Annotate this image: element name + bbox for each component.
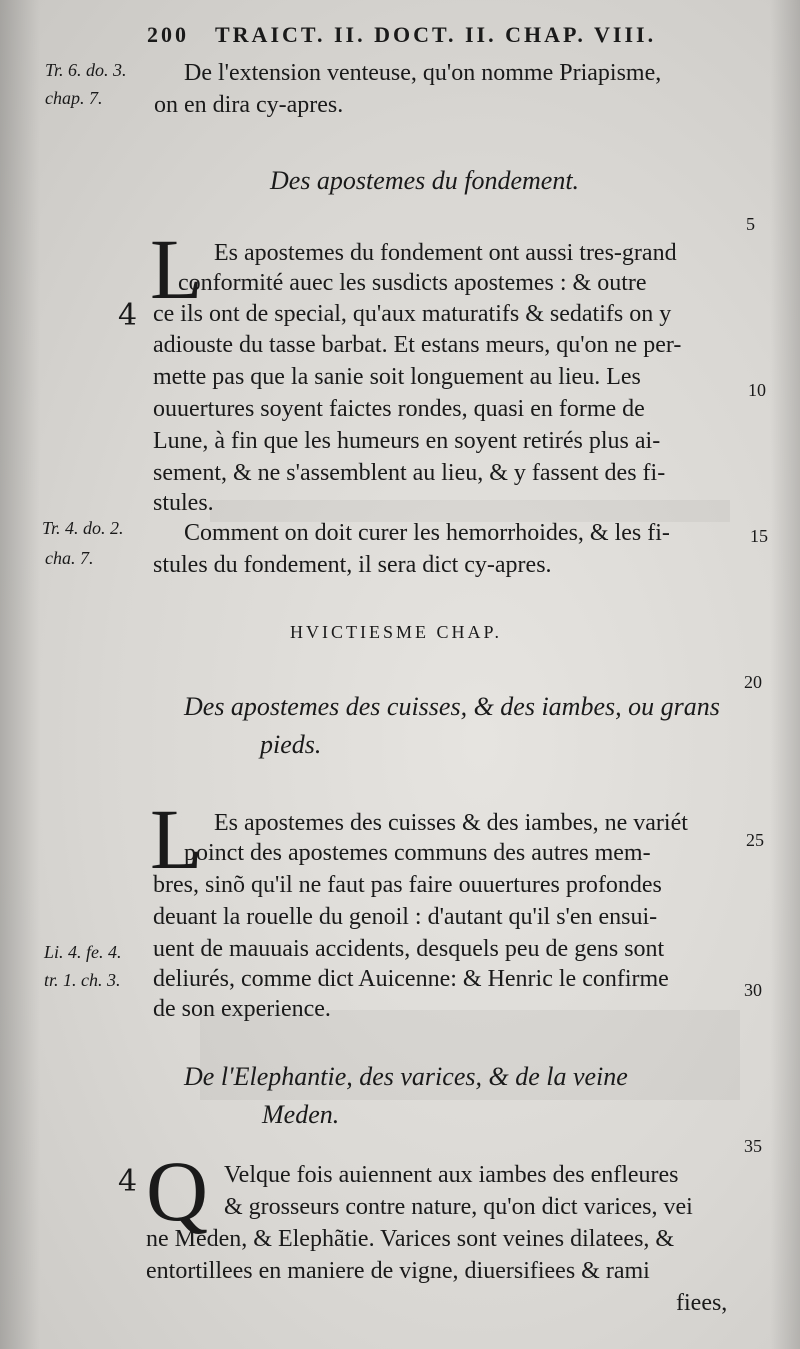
line-number: 35 [744, 1136, 762, 1156]
gutter-shadow [0, 0, 40, 1349]
text-line: on en dira cy-apres. [154, 92, 344, 118]
paragraph-symbol: 4 [118, 298, 138, 333]
section-heading: Des apostemes du fondement. [270, 166, 580, 195]
section-heading: pieds. [260, 730, 322, 759]
show-through-shadow [210, 500, 730, 522]
margin-note: tr. 1. ch. 3. [44, 970, 121, 990]
line-number: 25 [746, 830, 764, 850]
text-line: ne Meden, & Elephãtie. Varices sont veines dilatees, & [146, 1226, 675, 1252]
margin-note: cha. 7. [45, 548, 94, 568]
line-number: 5 [746, 214, 755, 234]
text-line: Velque fois auiennent aux iambes des enfleures [224, 1162, 679, 1188]
margin-note: Li. 4. fe. 4. [44, 942, 122, 962]
drop-cap: L [150, 221, 203, 317]
section-heading: Meden. [262, 1100, 340, 1129]
section-heading: Des apostemes des cuisses, & des iambes, ou grans [184, 692, 720, 721]
text-line: sement, & ne s'assemblent au lieu, & y fassent des fi- [153, 460, 666, 486]
text-line: bres, sinõ qu'il ne faut pas faire ouuertures profondes [153, 872, 662, 898]
page-number: 200 [147, 22, 189, 47]
running-title: TRAICT. II. DOCT. II. CHAP. VIII. [215, 22, 657, 47]
text-line: fiees, [676, 1290, 728, 1316]
margin-note: Tr. 6. do. 3. [45, 60, 127, 80]
text-line: Es apostemes des cuisses & des iambes, ne variét [214, 810, 688, 836]
text-line: entortillees en maniere de vigne, diuersifiees & rami [146, 1258, 650, 1284]
text-line: de son experience. [153, 996, 331, 1022]
text-line: & grosseurs contre nature, qu'on dict varices, vei [224, 1194, 693, 1220]
margin-note: Tr. 4. do. 2. [42, 518, 124, 538]
text-line: Comment on doit curer les hemorrhoides, & les fi- [184, 520, 670, 546]
text-line: De l'extension venteuse, qu'on nomme Priapisme, [184, 60, 662, 86]
text-line: Es apostemes du fondement ont aussi tres-grand [214, 240, 677, 266]
text-line: stules. [153, 490, 214, 516]
text-line: ce ils ont de special, qu'aux maturatifs & sedatifs on y [153, 301, 672, 327]
text-line: deuant la rouelle du genoil : d'autant qu'il s'en ensui- [153, 904, 658, 930]
chapter-title: HVICTIESME CHAP. [290, 622, 503, 642]
edge-shadow [770, 0, 800, 1349]
text-line: ouuertures soyent faictes rondes, quasi en forme de [153, 396, 645, 422]
line-number: 15 [750, 526, 768, 546]
text-line: uent de mauuais accidents, desquels peu de gens sont [153, 936, 665, 962]
drop-cap: Q [146, 1143, 209, 1239]
line-number: 30 [744, 980, 762, 1000]
text-line: mette pas que la sanie soit longuement au lieu. Les [153, 364, 641, 390]
line-number: 10 [748, 380, 766, 400]
text-line: deliurés, comme dict Auicenne: & Henric le confirme [153, 966, 669, 992]
text-line: stules du fondement, il sera dict cy-apres. [153, 552, 552, 578]
margin-note: chap. 7. [45, 88, 103, 108]
section-heading: De l'Elephantie, des varices, & de la veine [184, 1062, 628, 1091]
text-line: Lune, à fin que les humeurs en soyent retirés plus ai- [153, 428, 661, 454]
paragraph-symbol: 4 [118, 1164, 138, 1199]
text-line: conformité auec les susdicts apostemes : & outre [178, 270, 647, 296]
text-line: poinct des apostemes communs des autres mem- [184, 840, 651, 866]
text-line: adiouste du tasse barbat. Et estans meurs, qu'on ne per- [153, 332, 682, 358]
line-number: 20 [744, 672, 762, 692]
drop-cap: L [150, 791, 203, 887]
